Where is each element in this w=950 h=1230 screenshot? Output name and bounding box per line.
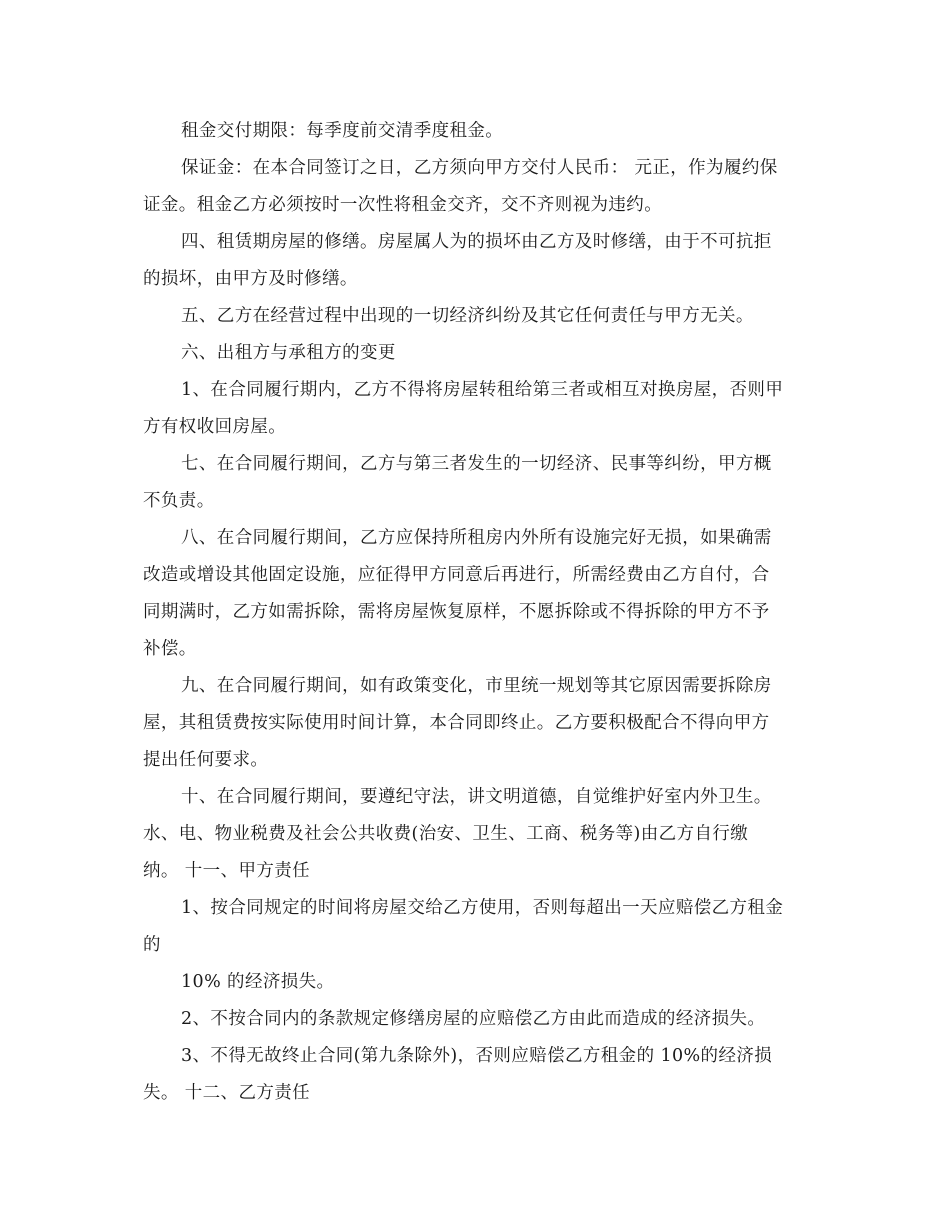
text-line-24: 10% 的经济损失。 — [181, 972, 335, 992]
text-line-1: 租金交付期限：每季度前交清季度租金。 — [181, 121, 504, 141]
text-line-20: 水、电、物业税费及社会公共收费(治安、卫生、工商、税务等)由乙方自行缴 — [143, 824, 749, 844]
text-line-26: 3、不得无故终止合同(第九条除外)，否则应赔偿乙方租金的 10%的经济损 — [181, 1046, 773, 1066]
text-line-22: 1、按合同规定的时间将房屋交给乙方使用，否则每超出一天应赔偿乙方租金 — [181, 898, 784, 918]
text-line-8: 1、在合同履行期内，乙方不得将房屋转租给第三者或相互对换房屋，否则甲 — [181, 380, 784, 400]
text-line-17: 屋，其租赁费按实际使用时间计算，本合同即终止。乙方要积极配合不得向甲方 — [143, 713, 770, 733]
text-line-25: 2、不按合同内的条款规定修缮房屋的应赔偿乙方由此而造成的经济损失。 — [181, 1009, 766, 1029]
text-line-11: 不负责。 — [143, 491, 215, 511]
text-line-19: 十、在合同履行期间，要遵纪守法，讲文明道德，自觉维护好室内外卫生。 — [181, 787, 772, 807]
text-line-2: 保证金：在本合同签订之日，乙方须向甲方交付人民币： 元正，作为履约保 — [181, 158, 778, 178]
text-line-15: 补偿。 — [143, 639, 197, 659]
text-line-7: 六、出租方与承租方的变更 — [181, 343, 396, 363]
text-line-6: 五、乙方在经营过程中出现的一切经济纠纷及其它任何责任与甲方无关。 — [181, 306, 754, 326]
text-line-18: 提出任何要求。 — [143, 750, 269, 770]
text-line-21: 纳。 十一、甲方责任 — [143, 861, 311, 881]
text-line-5: 的损坏，由甲方及时修缮。 — [143, 269, 358, 289]
text-line-12: 八、在合同履行期间，乙方应保持所租房内外所有设施完好无损，如果确需 — [181, 528, 772, 548]
text-line-16: 九、在合同履行期间，如有政策变化，市里统一规划等其它原因需要拆除房 — [181, 676, 772, 696]
text-line-23: 的 — [143, 935, 161, 955]
text-line-13: 改造或增设其他固定设施，应征得甲方同意后再进行，所需经费由乙方自付，合 — [143, 565, 770, 585]
text-line-3: 证金。租金乙方必须按时一次性将租金交齐，交不齐则视为违约。 — [143, 195, 663, 215]
text-line-9: 方有权收回房屋。 — [143, 417, 287, 437]
text-line-14: 同期满时，乙方如需拆除，需将房屋恢复原样，不愿拆除或不得拆除的甲方不予 — [143, 602, 770, 622]
text-line-4: 四、租赁期房屋的修缮。房屋属人为的损坏由乙方及时修缮，由于不可抗拒 — [181, 232, 772, 252]
text-line-27: 失。 十二、乙方责任 — [143, 1083, 311, 1103]
text-line-10: 七、在合同履行期间，乙方与第三者发生的一切经济、民事等纠纷，甲方概 — [181, 454, 772, 474]
